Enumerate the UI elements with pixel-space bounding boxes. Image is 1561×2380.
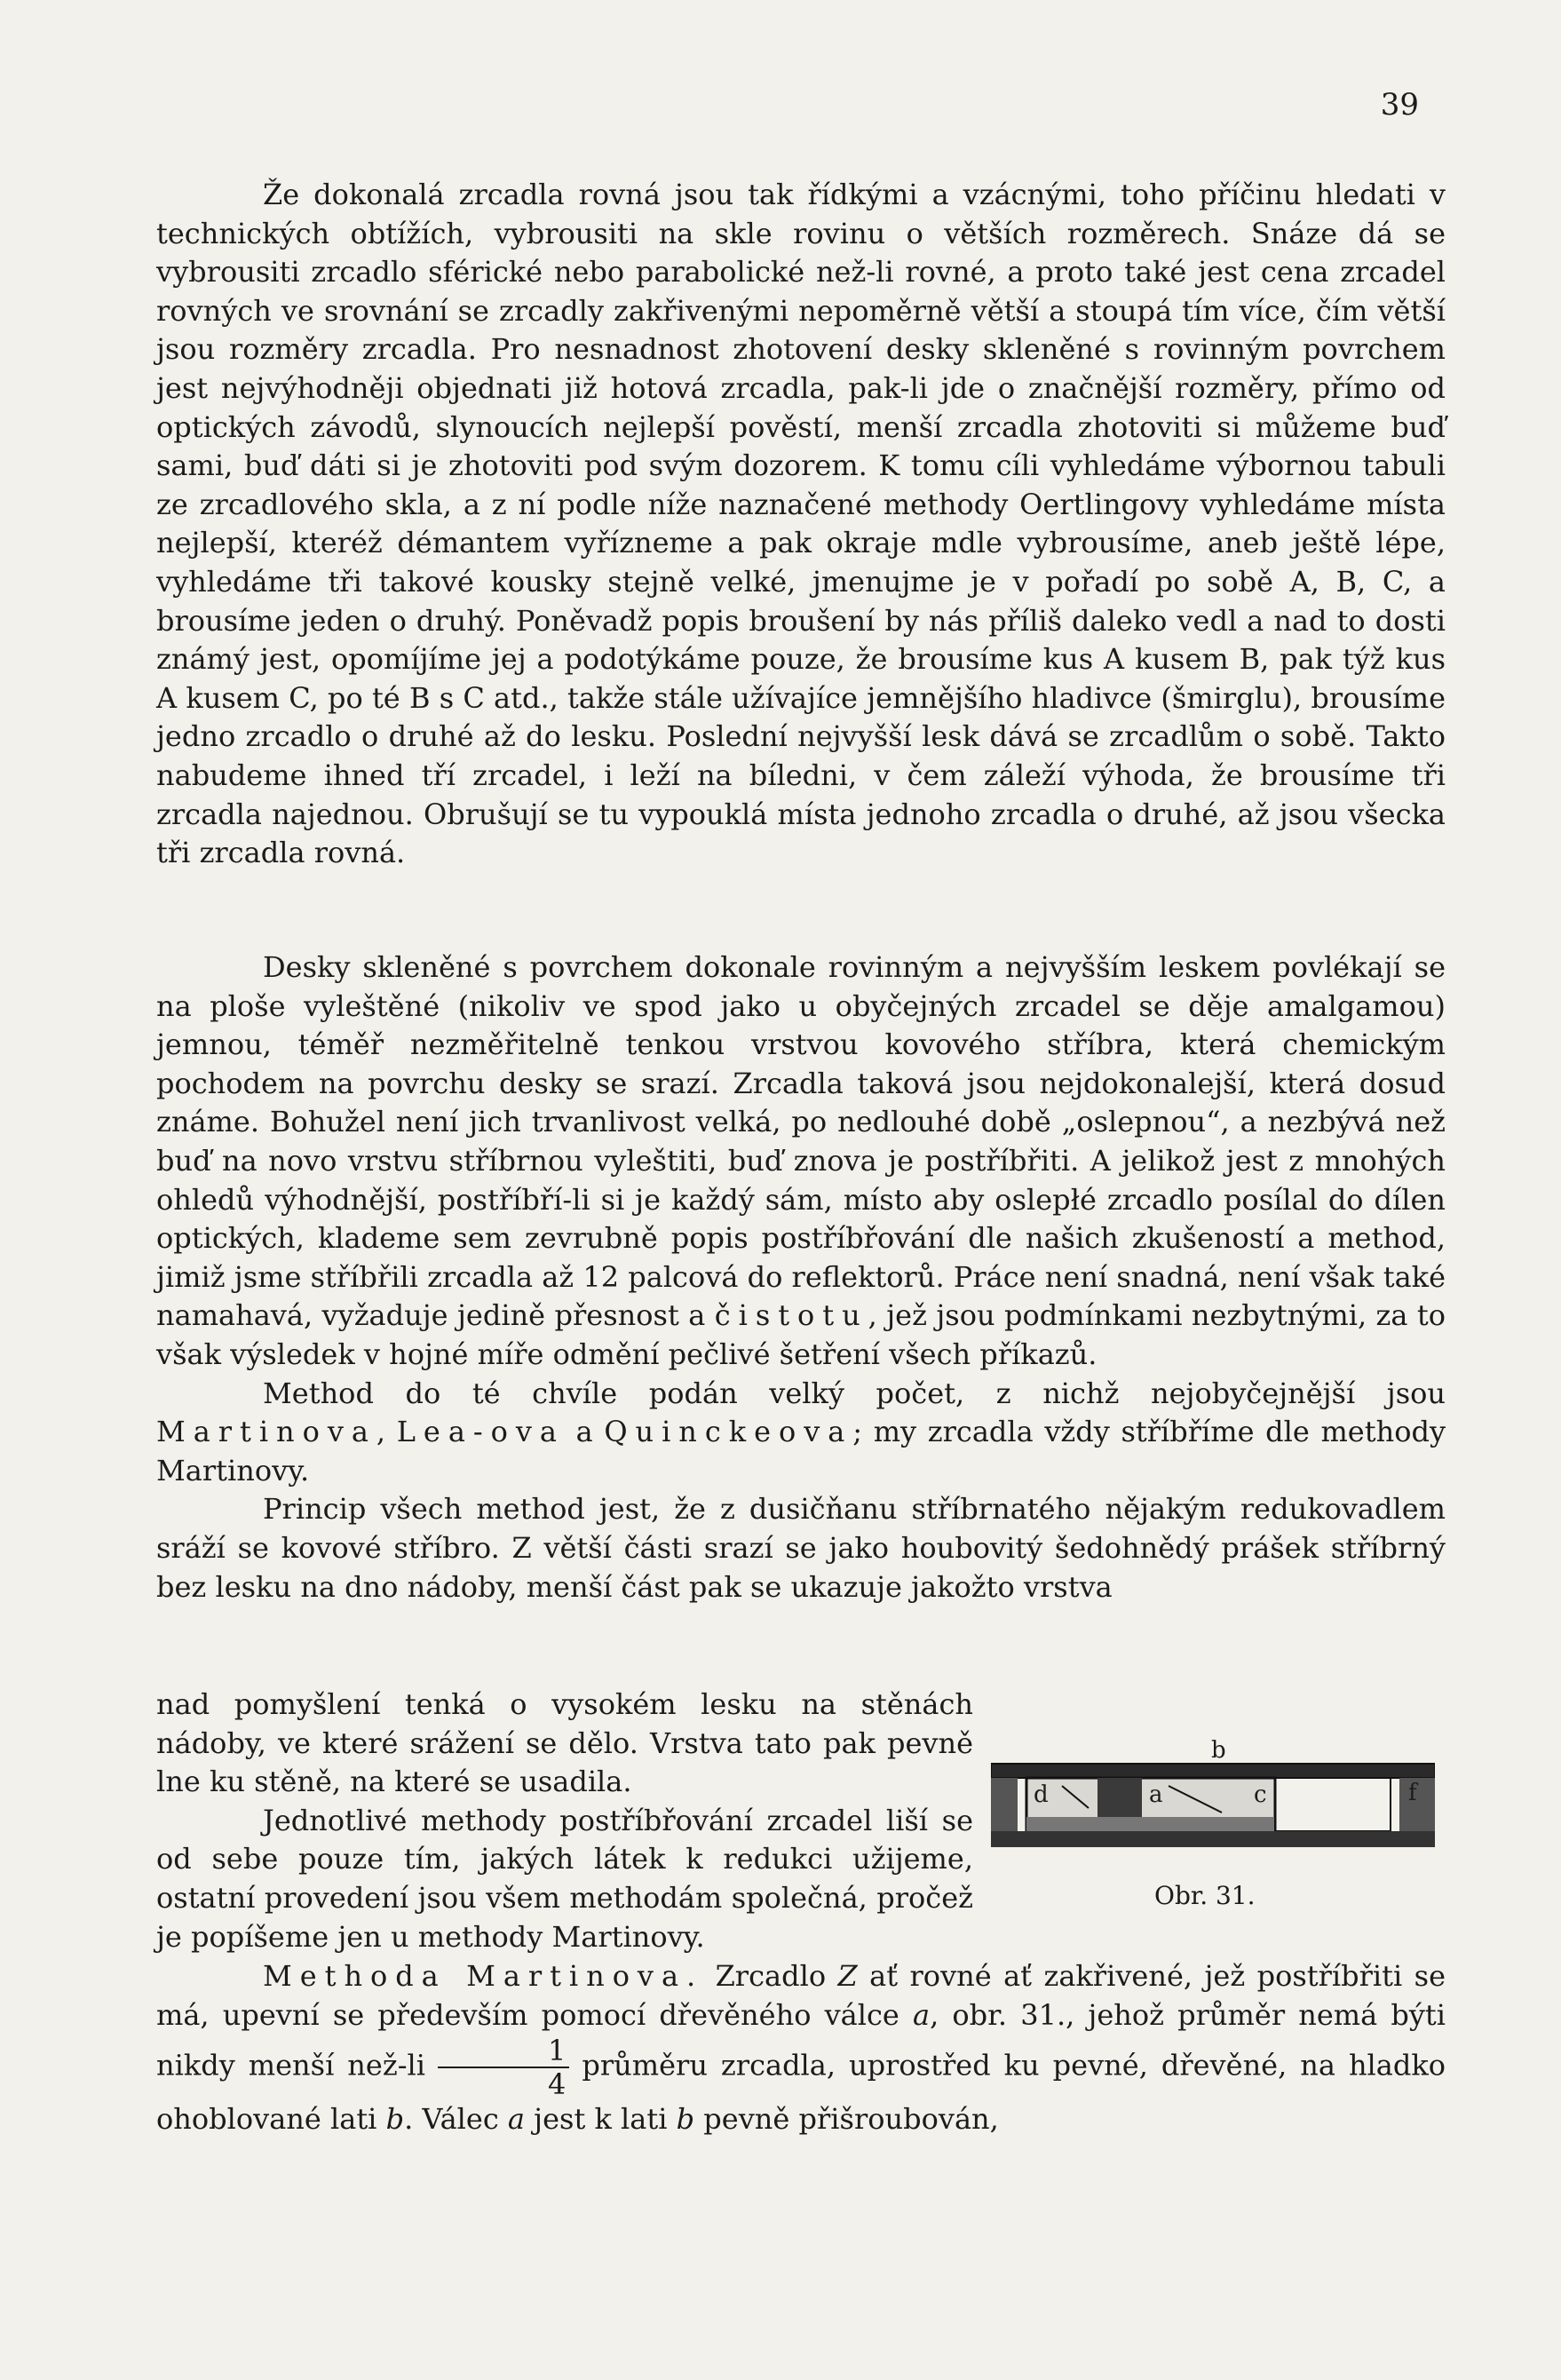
paragraph-2-end: , jež jsou podmínkami nezbytnými, za to však výsledek v hojné míře odmění pečlivé šetření všech příkazů.	[156, 1298, 1446, 1371]
figure-31	[991, 1737, 1435, 1941]
figure-label-d: d	[1034, 1781, 1049, 1808]
emphasis-lea-ova: Lea-ova	[396, 1415, 565, 1449]
paragraph-6-part-b: ať rovné ať zakřivené, jež postříbřiti se má, upevní se především pomocí dřevěného válce	[156, 1959, 1446, 2032]
paragraph-2	[156, 948, 1446, 1375]
var-a-2: a	[507, 2102, 525, 2137]
body-text-block-3	[156, 1686, 973, 1956]
paragraph-3-end: ; my zrcadla vždy stříbříme dle methody Martinovy.	[156, 1415, 1446, 1488]
var-b: b	[385, 2102, 405, 2137]
paragraph-6-part-f: jest k lati	[534, 2102, 668, 2137]
body-text-block-1	[156, 176, 1446, 873]
paragraph-3: Method do té chvíle podán velký počet, z nichž nejobyčejnější jsou Martinova, Lea-ova a Quinckeova; my zrcadla vždy stříbříme dle methody Martinovy.	[156, 1376, 1446, 1488]
var-a: a	[913, 1997, 931, 2032]
figure-caption: Obr. 31.	[1154, 1881, 1256, 1910]
body-text-block-4	[156, 1957, 1446, 2139]
emphasis-cistotu: čistotu	[714, 1298, 868, 1333]
emphasis-quinckeova: Quinckeova	[604, 1415, 853, 1449]
paragraph-6	[156, 1957, 1446, 2139]
paragraph-5: Jednotlivé methody postříbřování zrcadel liší se od sebe pouze tím, jakých látek k redukci užijeme, ostatní provedení jsou všem methodám společná, pročež je popíšeme jen u methody Martinovy.	[156, 1803, 973, 1954]
paragraph-4-continued: nad pomyšlení tenká o vysokém lesku na stěnách nádoby, ve které srážení se dělo. Vrstva tato pak pevně lne ku stěně, na které se usadila.	[156, 1687, 973, 1799]
var-b-2: b	[676, 2102, 695, 2137]
figure-label-f: f	[1408, 1780, 1417, 1806]
heading-methoda-martinova: Methoda Martinova.	[263, 1959, 704, 1993]
body-text-block-2	[156, 948, 1446, 1606]
paragraph-4: Princip všech method jest, že z dusičňanu stříbrnatého nějakým redukovadlem sráží se kovové stříbro. Z větší části srazí se jako houbovitý šedohnědý prášek stříbrný bez lesku na dno nádoby, menší část pak se ukazuje jakožto vrstva	[156, 1492, 1446, 1604]
paragraph-6-part-d: průměru zrcadla, uprostřed ku pevné, dřevěné, na hladko ohoblované lati	[156, 2048, 1446, 2137]
paragraph-6-part-a: Zrcadlo	[715, 1959, 827, 1993]
paragraph-1: Že dokonalá zrcadla rovná jsou tak řídkými a vzácnými, toho příčinu hledati v technických obtížích, vybrousiti na skle rovinu o větších rozměrech. Snáze dá se vybrousiti zrcadlo sférické nebo parabolické než-li rovné, a proto také jest cena zrcadel rovných ve srovnání se zrcadly zakřivenými nepoměrně větší a stoupá tím více, čím větší jsou rozměry zrcadla. Pro nesnadnost zhotovení desky skleněné s rovinným povrchem jest nejvýhodněji objednati již hotová zrcadla, pak-li jde o značnější rozměry, přímo od optických závodů, slynoucích nejlepší pověstí, menší zrcadla zhotoviti si můžeme buď sami, buď dáti si je zhotoviti pod svým dozorem. K tomu cíli vyhledáme výbornou tabuli ze zrcadlového skla, a z ní podle níže naznačené methody Oertlingovy vyhledáme místa nejlepší, kteréž démantem vyřízneme a pak okraje mdle vybrousíme, aneb ještě lépe, vyhledáme tři takové kousky stejně velké, jmenujme je v pořadí po sobě A, B, C, a brousíme jeden o druhý. Poněvadž popis broušení by nás příliš daleko vedl a nad to dosti známý jest, opomíjíme jej a podotýkáme pouze, že brousíme kus A kusem B, pak týž kus A kusem C, po té B s C atd., takže stále užívajíce jemnějšího hladivce (šmirglu), brousíme jedno zrcadlo o druhé až do lesku. Poslední nejvyšší lesk dává se zrcadlům o sobě. Takto nabudeme ihned tří zrcadel, i leží na bíledni, v čem záleží výhoda, že brousíme tři zrcadla najednou. Obrušují se tu vypouklá místa jednoho zrcadla o druhé, až jsou všecka tři zrcadla rovná.	[156, 178, 1446, 870]
paragraph-3-start: Method do té chvíle podán velký počet, z nichž nejobyčejnější jsou	[263, 1376, 1446, 1410]
paragraph-6-part-c: , obr. 31., jehož průměr nemá býti nikdy menší než-li	[156, 1997, 1446, 2082]
fraction-one-quarter	[438, 2035, 569, 2100]
figure-label-a: a	[1149, 1781, 1163, 1808]
figure-label-b: b	[1211, 1737, 1226, 1764]
emphasis-martinova: Martinova	[156, 1415, 376, 1449]
page-number: 39	[1380, 87, 1419, 123]
paragraph-6-part-e: . Válec	[404, 2102, 499, 2137]
fraction-numerator: 1	[438, 2035, 569, 2068]
paragraph-6-part-g: pevně přišroubován,	[703, 2102, 999, 2137]
paragraph-2-text: Desky skleněné s povrchem dokonale rovinným a nejvyšším leskem povlékají se na ploše vyleštěné (nikoliv ve spod jako u obyčejných zrcadel se děje amalgamou) jemnou, téměř nezměřitelně tenkou vrstvou kovového stříbra, která chemickým pochodem na povrchu desky se srazí. Zrcadla taková jsou nejdokonalejší, která dosud známe. Bohužel není jich trvanlivost velká, po nedlouhé době „oslepnou“, a nezbývá než buď na novo vrstvu stříbrnou vyleštiti, buď znova je postříbřiti. A jelikož jest z mnohých ohledů výhodnější, postříbří-li si je každý sám, místo aby oslepłé zrcadlo posílal do dílen optických, klademe sem zevrubně popis postříbřování dle našich zkušeností a method, jimiž jsme stříbřili zrcadla až 12 palcová do reflektorů. Práce není snadná, není však také namahavá, vyžaduje jedině přesnost a	[156, 950, 1446, 1333]
fraction-denominator: 4	[548, 2067, 567, 2102]
figure-label-c: c	[1254, 1781, 1267, 1808]
var-Z: Z	[837, 1959, 858, 1993]
paragraph-3-and: a	[575, 1415, 593, 1449]
